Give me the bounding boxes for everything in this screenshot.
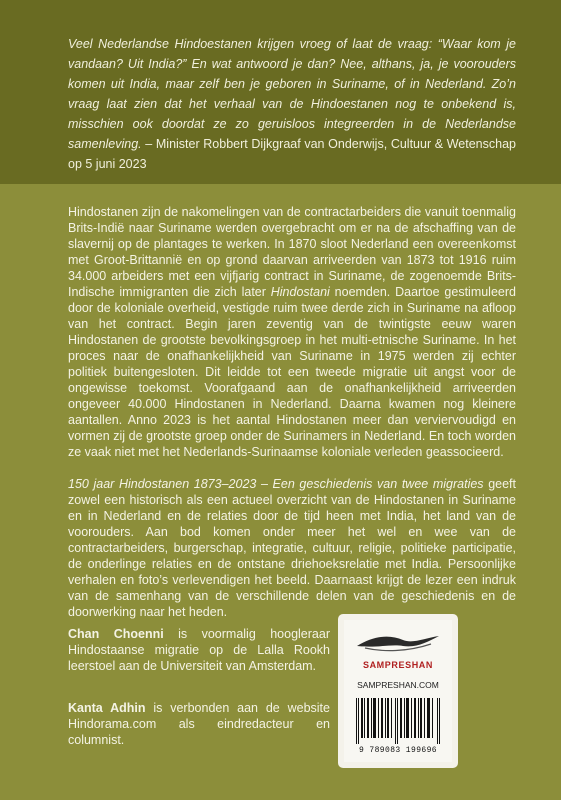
quote-band bbox=[0, 0, 561, 184]
intro-paragraph bbox=[68, 204, 516, 460]
author-name-1: Chan Choenni bbox=[68, 627, 164, 641]
intro-emphasis: Hindostani bbox=[270, 285, 330, 299]
author-bio-text-2: is verbonden aan de website Hindorama.com als eindredacteur en columnist. bbox=[68, 701, 330, 747]
book-description-text: geeft zowel een historisch als een actueel overzicht van de Hindostanen in Suriname en in Nederland en de relaties door de tijd heen met India, het land van de voorouders. Aan bod komen onder meer het wel en wee van de contractarbeiders, burgerschap, integratie, cultuur, religie, politieke participatie, de onderlinge relaties en de ontstane driehoeksrelatie met India. Persoonlijke verhalen en foto’s verlevendigen het beeld. Daarnaast krijgt de lezer een indruk van de samenhang van de verschillende delen van de geschiedenis en de doorwerking naar het heden. bbox=[68, 477, 516, 619]
author-name-2: Kanta Adhin bbox=[68, 701, 146, 715]
isbn-number: 9 789083 199696 bbox=[358, 746, 437, 755]
quote-attribution: – Minister Robbert Dijkgraaf van Onderwijs, Cultuur & Wetenschap op 5 juni 2023 bbox=[68, 137, 516, 171]
publisher-brand: SAMPRESHAN bbox=[362, 660, 433, 670]
book-description bbox=[68, 476, 516, 620]
book-title: 150 jaar Hindostanen 1873–2023 – Een geschiedenis van twee migraties bbox=[68, 477, 484, 491]
publisher-stamp bbox=[340, 616, 456, 766]
minister-quote bbox=[68, 34, 516, 174]
publisher-stamp-inner bbox=[344, 620, 452, 762]
barcode bbox=[354, 698, 442, 744]
publisher-website: SAMPRESHAN.COM bbox=[357, 680, 439, 690]
intro-text-part1: Hindostanen zijn de nakomelingen van de contractarbeiders die vanuit toenmalig Brits-Indië naar Suriname werden overgebracht om er na de afschaffing van de slavernij op de plantages te werken. In 1870 sloot Nederland een overeenkomst met Groot-Brittannië en op grond daarvan arriveerden van 1873 tot 1916 ruim 34.000 arbeiders met een vijfjarig contract in Suriname, de zogenoemde Brits-Indische immigranten die zich later bbox=[68, 205, 516, 299]
bird-logo-icon bbox=[355, 632, 441, 654]
author-bio-text-1: is voormalig hoogleraar Hindostaanse migratie op de Lalla Rookh leerstoel aan de Universiteit van Amsterdam. bbox=[68, 627, 330, 673]
quote-text: Veel Nederlandse Hindoestanen krijgen vroeg of laat de vraag: “Waar kom je vandaan? Uit India?” En wat antwoord je dan? Nee, althans, ja, je voorouders komen uit India, maar zelf ben je geboren in Suriname, of in Nederland. Zo’n vraag laat zien dat het verhaal van de Hindoestanen nog te onbekend is, misschien ook doordat ze zo geruisloos integreerden in de Nederlandse samenleving. bbox=[68, 37, 516, 151]
author-bio-1 bbox=[68, 626, 330, 674]
author-bio-2 bbox=[68, 700, 330, 748]
intro-text-part2: noemden. Daartoe gestimuleerd door de koloniale overheid, vestigde ruim twee derde zich in Suriname na afloop van het contract. Begin jaren zeventig van de twintigste eeuw waren Hindostanen de grootste bevolkingsgroep in het multi-etnische Suriname. In het proces naar de onafhankelijkheid van Suriname in 1975 werden zij echter politiek buitengesloten. Dit leidde tot een tweede migratie uit angst voor de ongewisse toekomst. Voorafgaand aan de onafhankelijkheid arriveerden ongeveer 40.000 Hindostanen in Nederland. Daarna kwamen nog kleinere aantallen. Anno 2023 is het aantal Hindostanen meer dan verviervoudigd en vormen zij de grootste groep onder de Surinamers in Nederland. En toch worden ze vaak niet met het Nederlands-Surinaamse koloniale verleden geassocieerd. bbox=[68, 285, 516, 459]
